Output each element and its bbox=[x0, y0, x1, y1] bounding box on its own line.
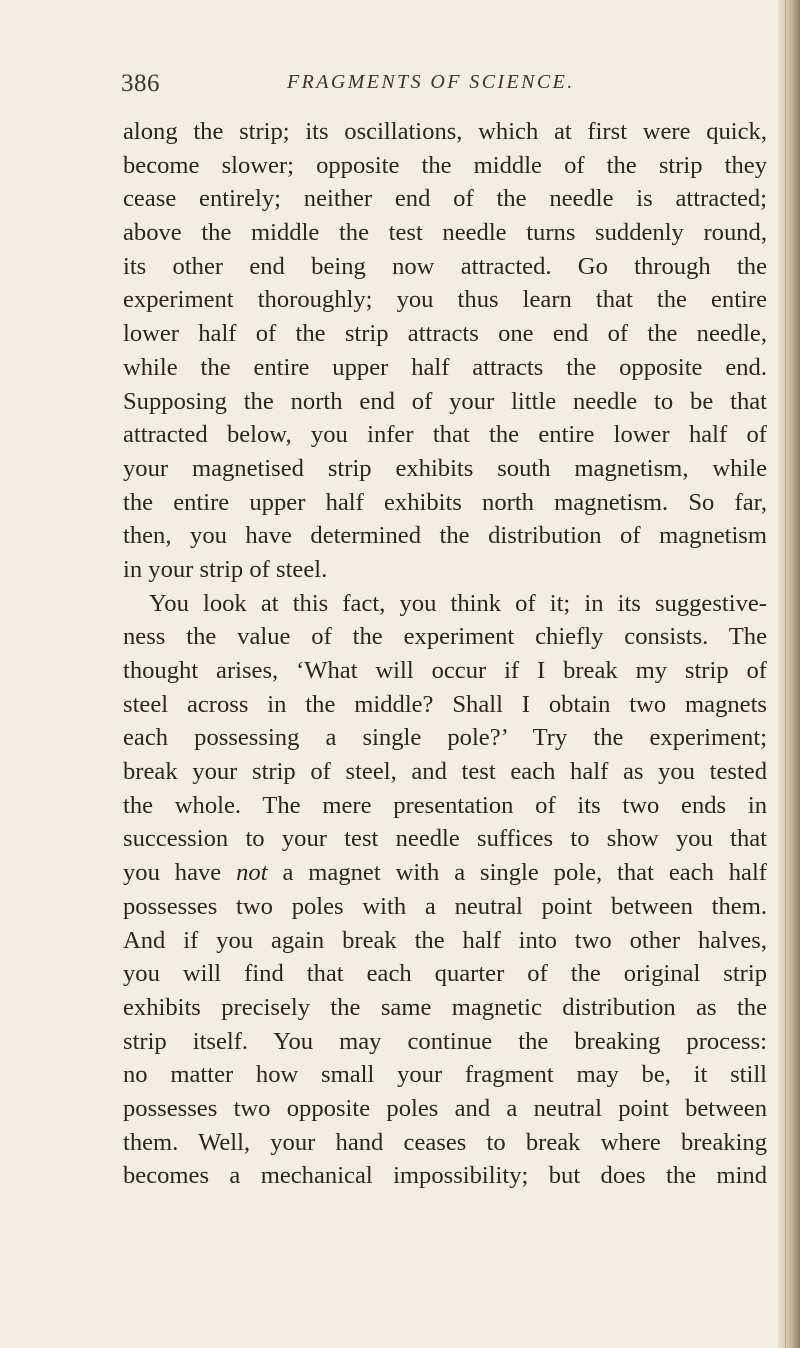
text-line: become slower; opposite the middle of the strip they bbox=[123, 151, 767, 179]
text-line: possesses two opposite poles and a neutral point between bbox=[123, 1094, 767, 1122]
text-line: the entire upper half exhibits north magnetism. So far, bbox=[123, 488, 767, 516]
text-line: the whole. The mere presentation of its two ends in bbox=[123, 791, 767, 819]
text-line: you will find that each quarter of the original strip bbox=[123, 960, 767, 988]
text-line: experiment thoroughly; you thus learn that the entire bbox=[123, 286, 767, 314]
text-line: steel across in the middle? Shall I obtain two magnets bbox=[123, 690, 767, 718]
text-segment: you have bbox=[123, 859, 222, 887]
text-line: cease entirely; neither end of the needle is attracted; bbox=[123, 185, 767, 213]
text-line-mixed bbox=[123, 856, 767, 890]
text-line: You look at this fact, you think of it; in its suggestive- bbox=[149, 589, 767, 617]
text-line: above the middle the test needle turns suddenly round, bbox=[123, 219, 767, 247]
text-line: in your strip of steel. bbox=[123, 555, 328, 583]
text-line: possesses two poles with a neutral point between them. bbox=[123, 892, 767, 920]
body-text bbox=[123, 115, 767, 1193]
text-line: succession to your test needle suffices to show you that bbox=[123, 825, 767, 853]
page-number: 386 bbox=[121, 70, 160, 97]
text-line: your magnetised strip exhibits south magnetism, while bbox=[123, 454, 767, 482]
text-line: each possessing a single pole?’ Try the experiment; bbox=[123, 724, 767, 752]
text-line: while the entire upper half attracts the opposite end. bbox=[123, 353, 767, 381]
text-line: break your strip of steel, and test each half as you tested bbox=[123, 758, 767, 786]
italic-emphasis: not bbox=[236, 859, 268, 887]
text-line: them. Well, your hand ceases to break where breaking bbox=[123, 1128, 767, 1156]
text-line: then, you have determined the distribution of magnetism bbox=[123, 522, 767, 550]
running-title: FRAGMENTS OF SCIENCE. bbox=[287, 71, 575, 93]
text-line: along the strip; its oscillations, which at first were quick, bbox=[123, 118, 767, 145]
text-line: no matter how small your fragment may be, it still bbox=[123, 1061, 767, 1089]
page-edge-line bbox=[785, 0, 786, 1348]
text-line: And if you again break the half into two other halves, bbox=[123, 926, 767, 954]
text-line: exhibits precisely the same magnetic distribution as the bbox=[123, 993, 767, 1021]
text-line: Supposing the north end of your little needle to be that bbox=[123, 387, 767, 415]
text-line: lower half of the strip attracts one end of the needle, bbox=[123, 320, 767, 348]
text-line: strip itself. You may continue the breaking process: bbox=[123, 1027, 767, 1055]
text-line: its other end being now attracted. Go through the bbox=[123, 252, 767, 280]
text-line: ness the value of the experiment chiefly consists. The bbox=[123, 623, 767, 651]
text-line: thought arises, ‘What will occur if I break my strip of bbox=[123, 657, 767, 684]
text-line: attracted below, you infer that the entire lower half of bbox=[123, 421, 767, 449]
text-segment: a magnet with a single pole, that each half bbox=[282, 859, 767, 887]
text-line: becomes a mechanical impossibility; but does the mind bbox=[123, 1162, 767, 1190]
page-edge bbox=[778, 0, 800, 1348]
